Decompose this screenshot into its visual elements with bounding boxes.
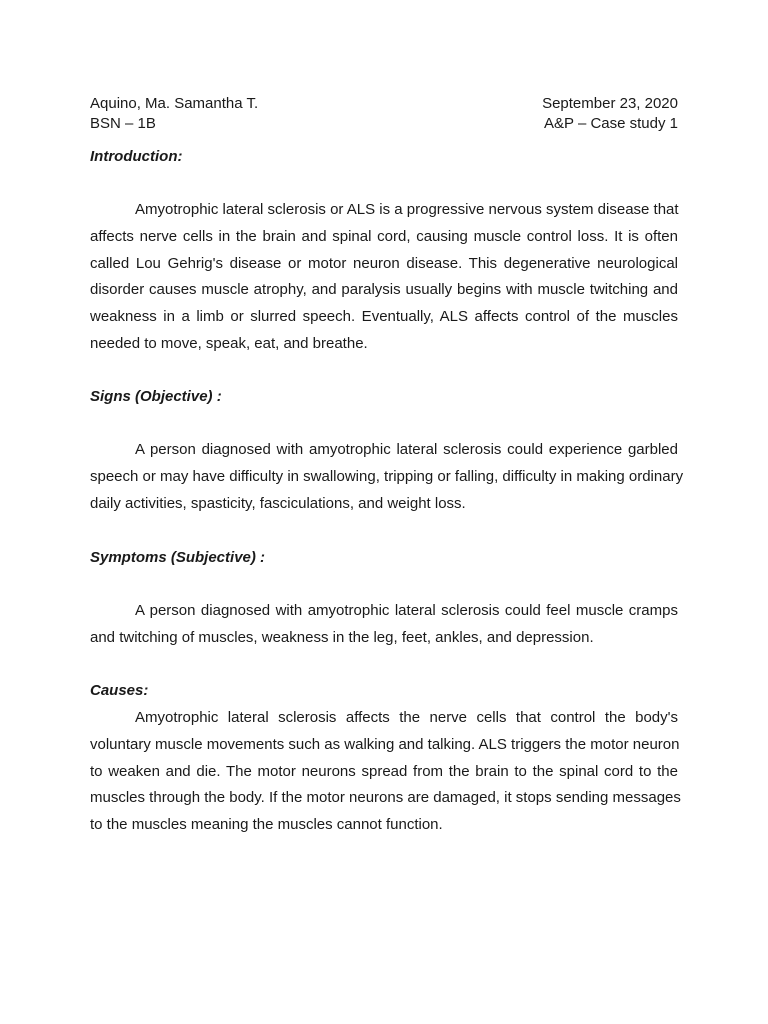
symptoms-paragraph: [90, 598, 678, 652]
paragraph-line: speech or may have difficulty in swallowing, tripping or falling, difficulty in making ordinary: [90, 467, 684, 485]
paragraph-line: daily activities, spasticity, fasciculations, and weight loss.: [90, 494, 466, 512]
paragraph-line: A person diagnosed with amyotrophic lateral sclerosis could experience garbled: [135, 441, 678, 458]
paragraph-line: needed to move, speak, eat, and breathe.: [90, 334, 368, 352]
author-name: Aquino, Ma. Samantha T.: [90, 95, 259, 112]
header-right: [542, 94, 678, 134]
paragraph-line: weakness in a limb or slurred speech. Eventually, ALS affects control of the muscles: [90, 308, 678, 326]
symptoms-heading: Symptoms (Subjective) :: [90, 549, 266, 566]
paragraph-line: called Lou Gehrig's disease or motor neuron disease. This degenerative neurological: [90, 254, 678, 272]
document-subject: A&P – Case study 1: [544, 115, 678, 132]
document-header: [90, 94, 678, 134]
paragraph-line: to the muscles meaning the muscles cannot function.: [90, 816, 443, 834]
paragraph-line: Amyotrophic lateral sclerosis or ALS is a progressive nervous system disease that: [135, 201, 679, 218]
paragraph-line: A person diagnosed with amyotrophic lateral sclerosis could feel muscle cramps: [135, 602, 678, 619]
causes-heading: Causes:: [90, 682, 149, 699]
causes-paragraph: [90, 705, 681, 839]
signs-paragraph: [90, 437, 684, 517]
header-left: [90, 94, 258, 134]
introduction-paragraph: [90, 197, 678, 358]
document-date: September 23, 2020: [542, 95, 678, 112]
paragraph-line: Amyotrophic lateral sclerosis affects the nerve cells that control the body's: [135, 709, 678, 726]
paragraph-line: muscles through the body. If the motor neurons are damaged, it stops sending messages: [90, 789, 681, 807]
paragraph-line: to weaken and die. The motor neurons spread from the brain to the spinal cord to the: [90, 762, 678, 780]
paragraph-line: affects nerve cells in the brain and spinal cord, causing muscle control loss. It is often: [90, 227, 678, 245]
paragraph-line: and twitching of muscles, weakness in the leg, feet, ankles, and depression.: [90, 628, 594, 646]
paragraph-line: disorder causes muscle atrophy, and paralysis usually begins with muscle twitching and: [90, 281, 678, 299]
introduction-heading: Introduction:: [90, 148, 183, 165]
author-section: BSN – 1B: [90, 115, 156, 132]
paragraph-line: voluntary muscle movements such as walking and talking. ALS triggers the motor neuron: [90, 735, 680, 753]
signs-heading: Signs (Objective) :: [90, 388, 222, 405]
